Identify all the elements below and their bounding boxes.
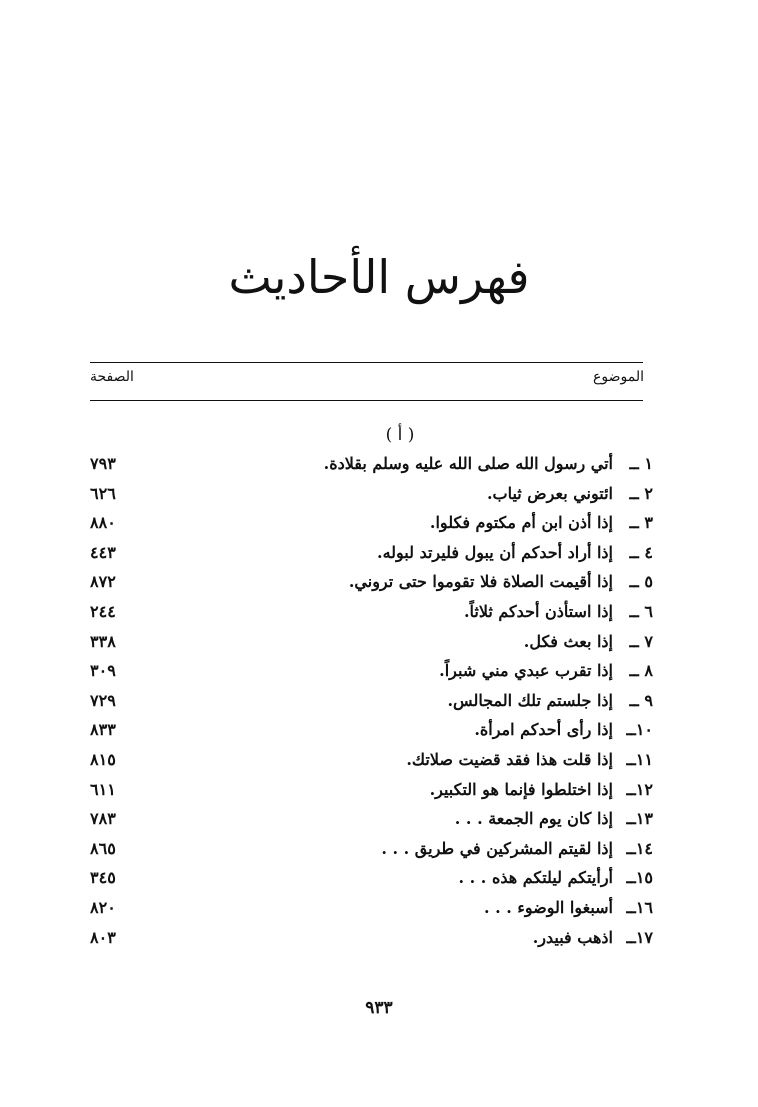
- entry-text: إذا أقيمت الصلاة فلا تقوموا حتى تروني.: [348, 572, 613, 592]
- entry-page: ٧٩٣: [90, 454, 116, 473]
- index-title: فهرس الأحاديث: [228, 250, 530, 304]
- entry-number: ٤ ــ: [629, 542, 653, 562]
- entry-page: ٣٠٩: [90, 661, 116, 681]
- list-item: [90, 509, 653, 539]
- entry-number: ٥ ــ: [629, 572, 653, 592]
- header-rule-bottom: [90, 400, 643, 401]
- list-item: [90, 657, 653, 687]
- section-letter: ( أ ): [385, 425, 415, 445]
- entry-number: ١٦ــ: [626, 897, 653, 917]
- list-item: [90, 598, 653, 628]
- entry-text: إذا رأى أحدكم امرأة.: [474, 720, 613, 740]
- list-item: [90, 924, 653, 954]
- entry-page: ٨٠٣: [90, 927, 116, 947]
- list-item: [90, 568, 653, 598]
- entry-text: إذا استأذن أحدكم ثلاثاً.: [463, 601, 613, 621]
- entry-page: ٨١٥: [90, 749, 116, 769]
- entry-text: اذهب فبيدر.: [532, 927, 613, 947]
- entry-text: إذا تقرب عبدي مني شبراً.: [439, 661, 613, 681]
- column-header-topic: الموضوع: [593, 369, 644, 385]
- list-item: [90, 628, 653, 658]
- entry-text: إذا جلستم تلك المجالس.: [447, 690, 613, 710]
- entry-number: ١ ــ: [629, 454, 653, 473]
- list-item: [90, 776, 653, 806]
- list-item: [90, 450, 653, 480]
- entry-text: أرأيتكم ليلتكم هذه . . .: [458, 868, 613, 888]
- entry-text: إذا اختلطوا فإنما هو التكبير.: [429, 779, 613, 799]
- entry-text: أتي رسول الله صلى الله عليه وسلم بقلادة.: [323, 454, 613, 473]
- list-item: [90, 746, 653, 776]
- entry-number: ٧ ــ: [629, 631, 653, 651]
- list-item: [90, 805, 653, 835]
- entry-number: ٣ ــ: [629, 513, 653, 533]
- entry-page: ٢٤٤: [90, 601, 116, 621]
- entry-number: ١١ــ: [626, 749, 653, 769]
- entry-page: ٨٢٠: [90, 897, 116, 917]
- entry-text: إذا أراد أحدكم أن يبول فليرتد لبوله.: [377, 542, 613, 562]
- entry-page: ٤٤٣: [90, 542, 116, 562]
- entry-text: أسبغوا الوضوء . . .: [483, 897, 613, 917]
- entry-number: ١٧ــ: [626, 927, 653, 947]
- entry-text: إذا لقيتم المشركين في طريق . . .: [381, 838, 613, 858]
- list-item: [90, 480, 653, 510]
- list-item: [90, 894, 653, 924]
- list-item: [90, 864, 653, 894]
- entry-text: إذا قلت هذا فقد قضيت صلاتك.: [406, 749, 613, 769]
- column-header-page: الصفحة: [90, 369, 134, 385]
- entry-page: ٣٤٥: [90, 868, 116, 888]
- entry-page: ٨٨٠: [90, 513, 116, 533]
- entry-number: ٢ ــ: [629, 483, 653, 503]
- entry-number: ١٢ــ: [626, 779, 653, 799]
- list-item: [90, 835, 653, 865]
- entry-page: ٧٢٩: [90, 690, 116, 710]
- entry-number: ٩ ــ: [629, 690, 653, 710]
- entry-page: ٣٣٨: [90, 631, 116, 651]
- header-rule-top: [90, 362, 643, 363]
- entry-page: ٨٣٣: [90, 720, 116, 740]
- list-item: [90, 716, 653, 746]
- entry-page: ٨٦٥: [90, 838, 116, 858]
- entry-number: ١٥ــ: [626, 868, 653, 888]
- list-item: [90, 687, 653, 717]
- page-number: ٩٣٣: [365, 998, 393, 1018]
- entries-list: [90, 450, 653, 953]
- entry-page: ٧٨٣: [90, 809, 116, 829]
- entry-number: ١٣ــ: [626, 809, 653, 829]
- entry-text: إذا كان يوم الجمعة . . .: [454, 809, 613, 829]
- entry-number: ٦ ــ: [629, 601, 653, 621]
- entry-number: ٨ ــ: [629, 661, 653, 681]
- entry-page: ٦٢٦: [90, 483, 116, 503]
- entry-page: ٨٧٢: [90, 572, 116, 592]
- entry-page: ٦١١: [90, 779, 116, 799]
- entry-number: ١٠ــ: [626, 720, 653, 740]
- list-item: [90, 539, 653, 569]
- entry-text: ائتوني بعرض ثياب.: [486, 483, 613, 503]
- entry-text: إذا بعث فكل.: [523, 631, 613, 651]
- entry-text: إذا أذن ابن أم مكتوم فكلوا.: [429, 513, 613, 533]
- entry-number: ١٤ــ: [626, 838, 653, 858]
